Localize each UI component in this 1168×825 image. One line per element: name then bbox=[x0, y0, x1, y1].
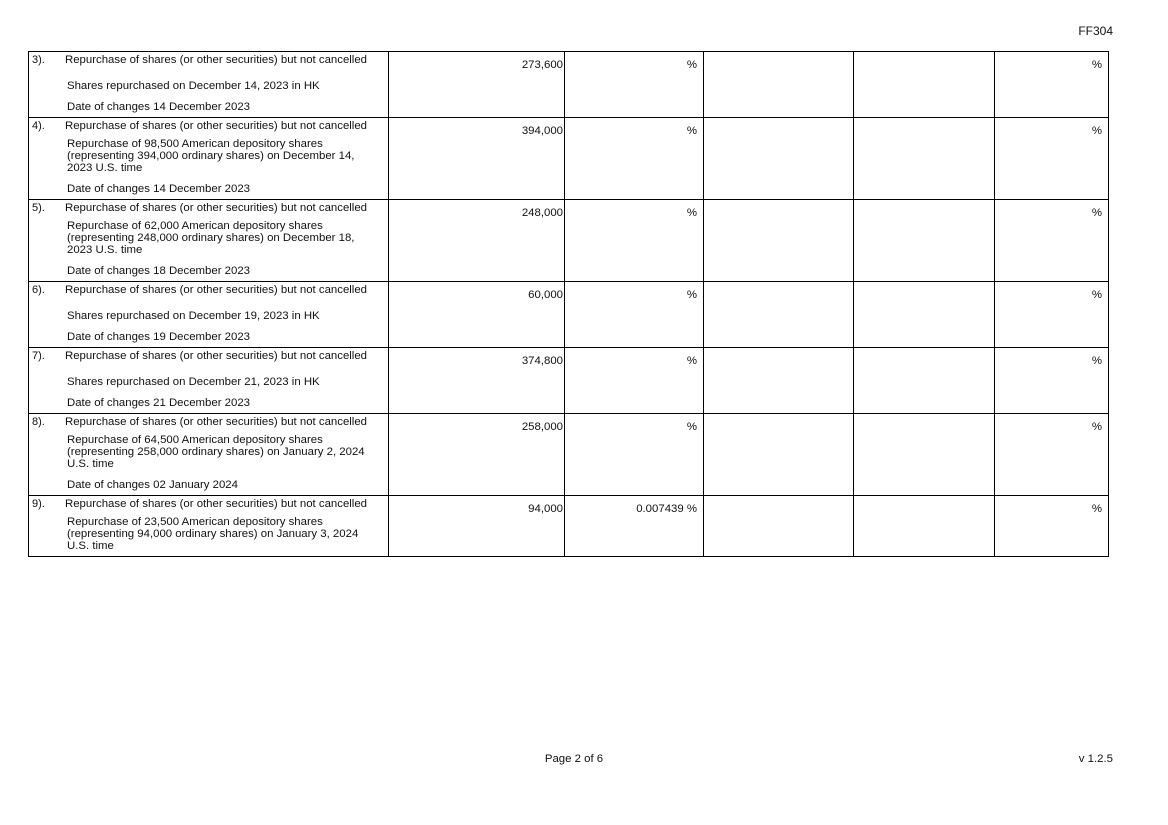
row-description bbox=[62, 282, 389, 348]
percentage-2: % bbox=[995, 52, 1109, 118]
number-of-shares: 248,000 bbox=[389, 200, 565, 282]
date-of-changes: Date of changes 14 December 2023 bbox=[67, 101, 251, 113]
blank-cell bbox=[854, 496, 995, 557]
number-of-shares: 273,600 bbox=[389, 52, 565, 118]
change-detail: Shares repurchased on December 14, 2023 in HK bbox=[67, 80, 320, 92]
row-description bbox=[62, 200, 389, 282]
row-description bbox=[62, 414, 389, 496]
percentage: % bbox=[565, 52, 704, 118]
row-description bbox=[62, 118, 389, 200]
percentage-2: % bbox=[995, 496, 1109, 557]
table-row bbox=[29, 496, 1109, 557]
change-detail: Shares repurchased on December 19, 2023 in HK bbox=[67, 310, 320, 322]
date-of-changes: Date of changes 02 January 2024 bbox=[67, 479, 238, 491]
row-description bbox=[62, 52, 389, 118]
percentage: % bbox=[565, 282, 704, 348]
table-row bbox=[29, 52, 1109, 118]
blank-cell bbox=[854, 414, 995, 496]
change-type: Repurchase of shares (or other securities) but not cancelled bbox=[65, 54, 368, 66]
blank-cell bbox=[704, 348, 854, 414]
date-of-changes: Date of changes 14 December 2023 bbox=[67, 183, 251, 195]
blank-cell bbox=[854, 282, 995, 348]
blank-cell bbox=[704, 282, 854, 348]
row-number: 3). bbox=[29, 52, 63, 118]
blank-cell bbox=[704, 118, 854, 200]
percentage: % bbox=[565, 348, 704, 414]
percentage: % bbox=[565, 118, 704, 200]
percentage-2: % bbox=[995, 118, 1109, 200]
row-number: 9). bbox=[29, 496, 63, 557]
table-row bbox=[29, 348, 1109, 414]
blank-cell bbox=[854, 348, 995, 414]
change-detail: Repurchase of 23,500 American depository shares (representing 94,000 ordinary shares) on January 3, 2024 U.S. time bbox=[67, 516, 359, 552]
number-of-shares: 374,800 bbox=[389, 348, 565, 414]
percentage: % bbox=[565, 414, 704, 496]
change-type: Repurchase of shares (or other securities) but not cancelled bbox=[65, 284, 368, 296]
row-description bbox=[62, 496, 389, 557]
version-label: v 1.2.5 bbox=[1078, 753, 1113, 765]
date-of-changes: Date of changes 18 December 2023 bbox=[67, 265, 251, 277]
percentage-2: % bbox=[995, 282, 1109, 348]
blank-cell bbox=[854, 52, 995, 118]
percentage: 0.007439 % bbox=[565, 496, 704, 557]
percentage-2: % bbox=[995, 414, 1109, 496]
row-number: 5). bbox=[29, 200, 63, 282]
number-of-shares: 60,000 bbox=[389, 282, 565, 348]
number-of-shares: 94,000 bbox=[389, 496, 565, 557]
percentage-2: % bbox=[995, 200, 1109, 282]
blank-cell bbox=[854, 200, 995, 282]
row-number: 8). bbox=[29, 414, 63, 496]
page-number: Page 2 of 6 bbox=[544, 753, 604, 765]
change-detail: Repurchase of 98,500 American depository shares (representing 394,000 ordinary shares) on December 14, 2023 U.S. time bbox=[67, 138, 355, 174]
blank-cell bbox=[704, 200, 854, 282]
date-of-changes: Date of changes 21 December 2023 bbox=[67, 397, 251, 409]
table-row bbox=[29, 414, 1109, 496]
blank-cell bbox=[854, 118, 995, 200]
blank-cell bbox=[704, 496, 854, 557]
change-detail: Shares repurchased on December 21, 2023 in HK bbox=[67, 376, 320, 388]
number-of-shares: 394,000 bbox=[389, 118, 565, 200]
row-number: 6). bbox=[29, 282, 63, 348]
number-of-shares: 258,000 bbox=[389, 414, 565, 496]
row-number: 7). bbox=[29, 348, 63, 414]
date-of-changes: Date of changes 19 December 2023 bbox=[67, 331, 251, 343]
blank-cell bbox=[704, 414, 854, 496]
blank-cell bbox=[704, 52, 854, 118]
row-number: 4). bbox=[29, 118, 63, 200]
form-code: FF304 bbox=[1078, 24, 1113, 38]
change-type: Repurchase of shares (or other securities) but not cancelled bbox=[65, 416, 368, 428]
percentage: % bbox=[565, 200, 704, 282]
change-type: Repurchase of shares (or other securities) but not cancelled bbox=[65, 350, 368, 362]
percentage-2: % bbox=[995, 348, 1109, 414]
change-detail: Repurchase of 64,500 American depository shares (representing 258,000 ordinary shares) on January 2, 2024 U.S. time bbox=[67, 434, 365, 470]
table-row bbox=[29, 200, 1109, 282]
share-changes-table bbox=[28, 51, 1109, 557]
row-description bbox=[62, 348, 389, 414]
change-type: Repurchase of shares (or other securities) but not cancelled bbox=[65, 202, 368, 214]
table-row bbox=[29, 282, 1109, 348]
change-type: Repurchase of shares (or other securities) but not cancelled bbox=[65, 498, 368, 510]
change-type: Repurchase of shares (or other securities) but not cancelled bbox=[65, 120, 368, 132]
change-detail: Repurchase of 62,000 American depository shares (representing 248,000 ordinary shares) on December 18, 2023 U.S. time bbox=[67, 220, 355, 256]
table-row bbox=[29, 118, 1109, 200]
